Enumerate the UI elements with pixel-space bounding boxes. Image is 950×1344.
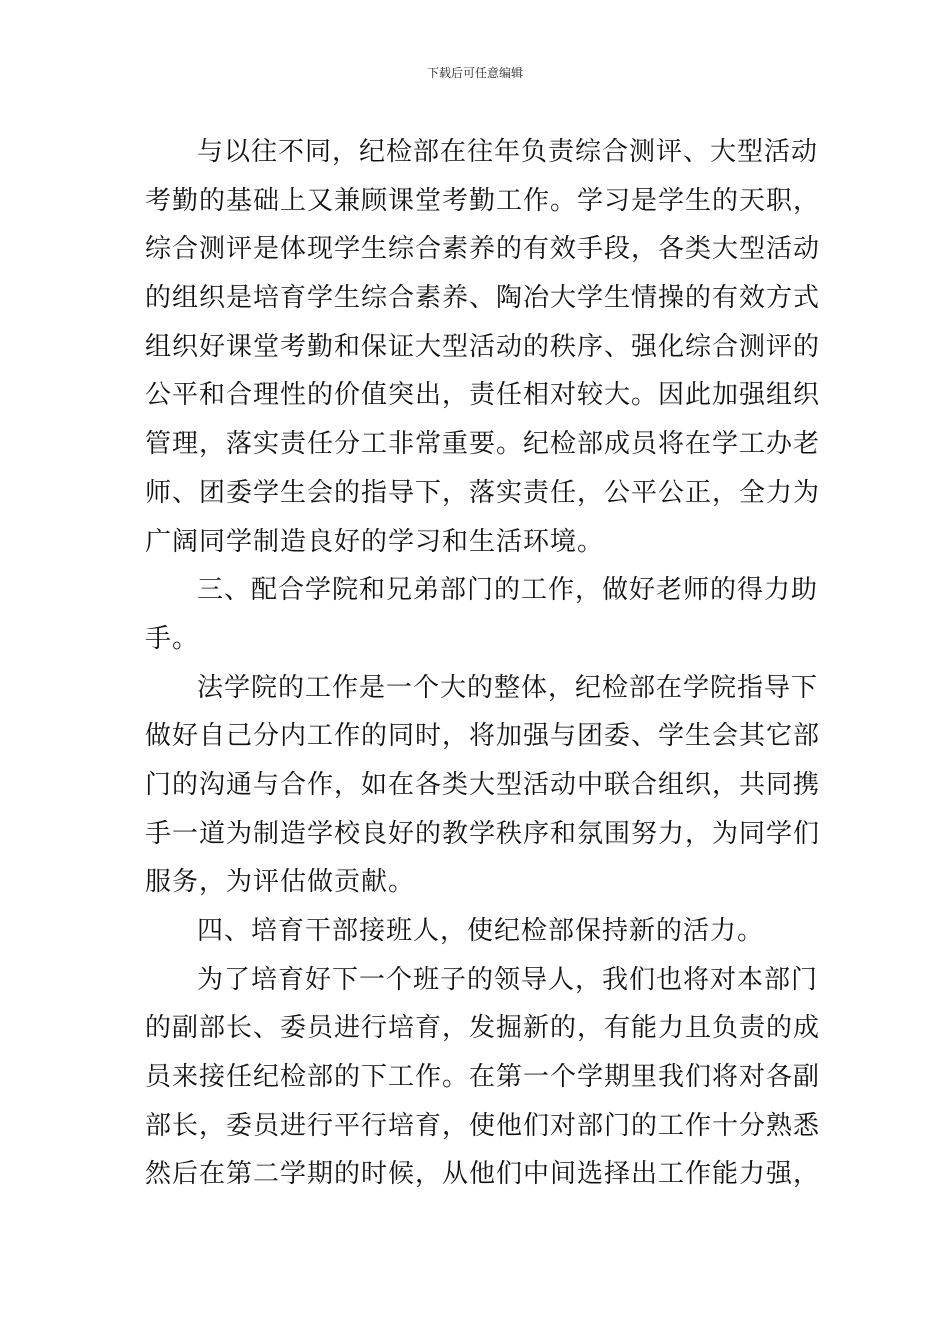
page-header (0, 64, 950, 82)
paragraph-line: 综合测评是体现学生综合素养的有效手段，各类大型活动 (145, 234, 821, 265)
paragraph-line: 与以往不同，纪检部在往年负责综合测评、大型活动 (197, 137, 819, 167)
paragraph-line: 部长，委员进行平行培育，使他们对部门的工作十分熟悉 (145, 1110, 821, 1141)
heading-line: 手。 (145, 623, 200, 654)
paragraph-line: 组织好课堂考勤和保证大型活动的秩序、强化综合测评的 (145, 331, 821, 362)
paragraph-line: 员来接任纪检部的下工作。在第一个学期里我们将对各副 (145, 1062, 821, 1093)
section-heading-4 (145, 907, 807, 956)
paragraph-line: 法学院的工作是一个大的整体，纪检部在学院指导下 (197, 672, 819, 703)
paragraph-line: 的副部长、委员进行培育，发掘新的，有能力且负责的成 (145, 1013, 821, 1044)
paragraph-line: 门的沟通与合作，如在各类大型活动中联合组织，共同携 (145, 769, 821, 800)
paragraph-line: 为了培育好下一个班子的领导人，我们也将对本部门 (197, 964, 819, 995)
paragraph-attendance (145, 128, 821, 566)
header-text: 下载后可任意编辑 (426, 66, 523, 80)
paragraph-line: 服务，为评估做贡献。 (145, 867, 416, 898)
paragraph-line: 师、团委学生会的指导下，落实责任，公平公正，全力为 (145, 477, 821, 508)
section-heading-3 (145, 566, 819, 663)
paragraph-successors (145, 956, 821, 1199)
paragraph-line: 公平和合理性的价值突出，责任相对较大。因此加强组织 (145, 380, 821, 411)
paragraph-line: 然后在第二学期的时候，从他们中间选择出工作能力强， (145, 1159, 821, 1190)
paragraph-line: 手一道为制造学校良好的教学秩序和氛围努力，为同学们 (145, 818, 821, 849)
paragraph-line: 考勤的基础上又兼顾课堂考勤工作。学习是学生的天职， (145, 185, 821, 216)
heading-line: 三、配合学院和兄弟部门的工作，做好老师的得力助 (197, 575, 819, 606)
document-body (145, 128, 821, 1199)
paragraph-line: 广阔同学制造良好的学习和生活环境。 (145, 526, 605, 557)
paragraph-cooperation (145, 664, 821, 907)
paragraph-line: 管理，落实责任分工非常重要。纪检部成员将在学工办老 (145, 429, 821, 460)
paragraph-line: 的组织是培育学生综合素养、陶冶大学生情操的有效方式 (145, 283, 821, 314)
heading-line: 四、培育干部接班人，使纪检部保持新的活力。 (197, 916, 765, 946)
paragraph-line: 做好自己分内工作的同时，将加强与团委、学生会其它部 (145, 721, 821, 752)
